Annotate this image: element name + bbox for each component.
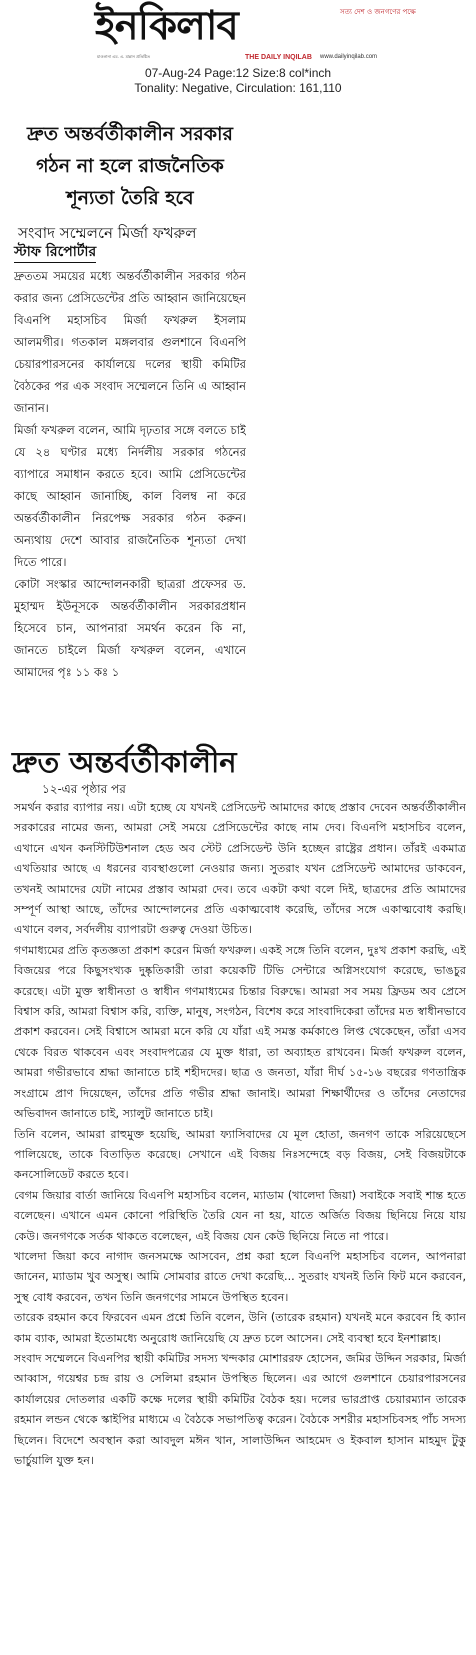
newspaper-credit-line: মাওলানা এম. এ. মান্নান প্রতিষ্ঠিত: [97, 54, 151, 59]
headline-line: গঠন না হলে রাজনৈতিক: [36, 155, 224, 177]
headline-line: দ্রুত অন্তর্বর্তীকালীন সরকার: [27, 123, 233, 145]
headline-line: শূন্যতা তৈরি হবে: [66, 187, 194, 209]
article-subheadline: সংবাদ সম্মেলনে মির্জা ফখরুল: [18, 224, 197, 242]
newspaper-masthead: [95, 2, 416, 64]
article-headline: [12, 118, 248, 214]
article-paragraph: মির্জা ফখরুল বলেন, আমি দৃঢ়তার সঙ্গে বলতে চাই যে ২৪ ঘণ্টার মধ্যে নির্দলীয় সরকার গঠনের ব্যাপারে সমাধান করতে হবে। আমি প্রেসিডেন্টের কাছে আহ্বান জানাচ্ছি, কাল বিলম্ব না করে অন্তর্বর্তীকালীন নিরপেক্ষ সরকার গঠন করুন। অন্যথায় দেশে আবার রাজনৈতিক শূন্যতা দেখা দিতে পারে।: [14, 423, 246, 569]
continuation-headline: দ্রুত অন্তর্বর্তীকালীন: [12, 745, 237, 779]
article-body: [14, 265, 246, 690]
article-paragraph: কোটা সংস্কার আন্দোলনকারী ছাত্ররা প্রফেসর ড. মুহাম্মদ ইউনূসকে অন্তর্বর্তীকালীন সরকারপ্রধান হিসেবে চান, আপনারা সমর্থন করেন কি না, জানতে চাইলে মির্জা ফখরুল বলেন, এখানে আমাদের পৃঃ ১১ কঃ ১: [14, 577, 246, 679]
article-paragraph: সমর্থন করার ব্যাপার নয়। এটা হচ্ছে যে যখনই প্রেসিডেন্ট আমাদের কাছে প্রস্তাব দেবেন অন্তর্বর্তীকালীন সরকারের নামের জন্য, আমরা সেই সময়ে প্রেসিডেন্টের কাছে নাম দেব। বিএনপি মহাসচিব বলেন, এখানে এখন কনস্টিটিউশনাল হেড অব স্টেট প্রেসিডেন্ট উনি হচ্ছেন রাষ্ট্রের প্রধান। তাঁরই একমাত্র এখতিয়ার আছে এ ধরনের ব্যবস্থাগুলো নেওয়ার জন্য। সুতরাং যখন প্রেসিডেন্ট আমাদের ডাকবেন, তখনই আমাদের যেটা নামের প্রস্তাব আমরা দেব। তবে একটা কথা বলে দিই, ছাত্রদের প্রতি আমাদের সম্পূর্ণ আস্থা আছে, তাঁদের আন্দোলনের প্রতি একাত্মবোধ করেছি, তাঁদের সঙ্গে একাত্মবোধ করছি। এখানে বলব, সর্বদলীয় ব্যাপারটা গুরুত্ব দেওয়া উচিত।: [14, 801, 466, 937]
article-paragraph: সংবাদ সম্মেলনে বিএনপির স্থায়ী কমিটির সদস্য খন্দকার মোশাররফ হোসেন, জমির উদ্দিন সরকার, মির্জা আব্বাস, গয়েশ্বর চন্দ্র রায় ও সেলিমা রহমান উপস্থিত ছিলেন। এর আগে গুলশানে চেয়ারপারসনের কার্যালয়ের দোতলার একটি কক্ষে দলের স্থায়ী কমিটির বৈঠক হয়। দলের ভারপ্রাপ্ত চেয়ারম্যান তারেক রহমান লন্ডন থেকে স্কাইপির মাধ্যমে এ বৈঠকে সভাপতিত্ব করেন। বৈঠকে সশরীর মহাসচিবসহ পাঁচ সদস্য ছিলেন। বিদেশে অবস্থান করা আবদুল মঈন খান, সালাউদ্দিন আহমেদ ও ইকবাল হাসান মাহমুদ টুকু ভার্চুয়ালি যুক্ত হন।: [14, 1351, 466, 1467]
newspaper-logo: ইনকিলাব: [95, 2, 238, 49]
clipping-tonality-line: Tonality: Negative, Circulation: 161,110: [134, 81, 342, 95]
continued-from-note: ১২-এর পৃষ্ঠার পর: [42, 782, 126, 796]
newspaper-english-name: THE DAILY INQILAB: [245, 54, 312, 61]
article-paragraph: খালেদা জিয়া কবে নাগাদ জনসমক্ষে আসবেন, প্রশ্ন করা হলে বিএনপি মহাসচিব বলেন, আপনারা জানেন, ম্যাডাম খুব অসুস্থ। আমি সোমবার রাতে দেখা করেছি... সুতরাং যখনই তিনি ফিট মনে করবেন, সুস্থ বোধ করবেন, তখন তিনি জনগণের সামনে উপস্থিত হবেন।: [14, 1249, 466, 1304]
article-paragraph: তারেক রহমান কবে ফিরবেন এমন প্রশ্নে তিনি বলেন, উনি (তারেক রহমান) যখনই মনে করবেন হি ক্যান কাম ব্যাক, আমরা ইতোমধ্যে অনুরোধ জানিয়েছি যে দ্রুত চলে আসেন। সেই ব্যবস্থা হবে ইনশাল্লাহ।: [14, 1311, 466, 1345]
article-byline: স্টাফ রিপোর্টার: [14, 243, 96, 263]
article-paragraph: দ্রুততম সময়ের মধ্যে অন্তর্বর্তীকালীন সরকার গঠন করার জন্য প্রেসিডেন্টের প্রতি আহ্বান জানিয়েছেন বিএনপি মহাসচিব মির্জা ফখরুল ইসলাম আলমগীর। গতকাল মঙ্গলবার গুলশানে বিএনপি চেয়ারপারসনের কার্যালয়ে দলের স্থায়ী কমিটির বৈঠকের পর এক সংবাদ সম্মেলনে তিনি এ আহ্বান জানান।: [14, 269, 246, 415]
newspaper-slogan: সত্য দেশ ও জনগণের পক্ষে: [340, 8, 416, 16]
article-paragraph: তিনি বলেন, আমরা রাহুমুক্ত হয়েছি, আমরা ফ্যাসিবাদের যে মূল হোতা, জনগণ তাকে সরিয়েছেসে পালিয়েছে, তাকে বিতাড়িত করেছে। সেখানে এই বিজয় নিঃসন্দেহে বড় বিজয়, সেই বিজয়টাকে কনসোলিডেট করতে হবে।: [14, 1127, 466, 1182]
article-paragraph: গণমাধ্যমের প্রতি কৃতজ্ঞতা প্রকাশ করেন মির্জা ফখরুল। একই সঙ্গে তিনি বলেন, দুঃখ প্রকাশ করছি, এই বিজয়ের পরে কিছুসংখ্যক দুষ্কৃতিকারী তারা কয়েকটি টিভি সেন্টারে অগ্নিসংযোগ করেছে, ভাঙচুর করেছে। এটা মুক্ত স্বাধীনতা ও স্বাধীন গণমাধ্যমের চিন্তার বিরুদ্ধে। আমরা সব সময় ফ্রিডম অব প্রেসে বিশ্বাস করি, আমরা বিশ্বাস করি, ব্যক্তি, মানুষ, সংগঠন, বিশেষ করে সাংবাদিকেরা তাঁদের মত স্বাধীনভাবে প্রকাশ করবেন। সেই বিশ্বাসে আমরা মনে করি যে যাঁরা এই সমস্ত কর্মকাণ্ডে লিপ্ত থেকেছেন, তাঁরা এসব থেকে বিরত থাকবেন এবং সংবাদপত্রের যে মুক্ত ধারা, তা অব্যাহত রাখবেন। মির্জা ফখরুল বলেন, আমরা গভীরভাবে শ্রদ্ধা জানাতে চাই শহীদদের। ছাত্র ও জনতা, যাঁরা দীর্ঘ ১৫-১৬ বছরের গণতান্ত্রিক সংগ্রামে প্রাণ দিয়েছেন, তাঁদের প্রতি গভীর শ্রদ্ধা জানাই। আমরা শিক্ষার্থীদের ও তাঁদের নেতাদের অভিবাদন জানাতে চাই, স্যালুট জানাতে চাই।: [14, 943, 466, 1121]
article-paragraph: বেগম জিয়ার বার্তা জানিয়ে বিএনপি মহাসচিব বলেন, ম্যাডাম (খালেদা জিয়া) সবাইকে সবাই শান্ত হতে বলেছেন। এখানে এমন কোনো পরিস্থিতি তৈরি যেন না হয়, যাতে অর্জিত বিজয় ছিনিয়ে নিয়ে যায় কেউ। জনগণকে সর্তক থাকতে বলেছেন, এই বিজয় যেন কেউ ছিনিয়ে নিতে না পারে।: [14, 1188, 466, 1243]
clipping-info-line: 07-Aug-24 Page:12 Size:8 col*inch: [144, 66, 332, 80]
newspaper-website: www.dailyinqilab.com: [320, 54, 378, 60]
continuation-body: [14, 798, 466, 1650]
